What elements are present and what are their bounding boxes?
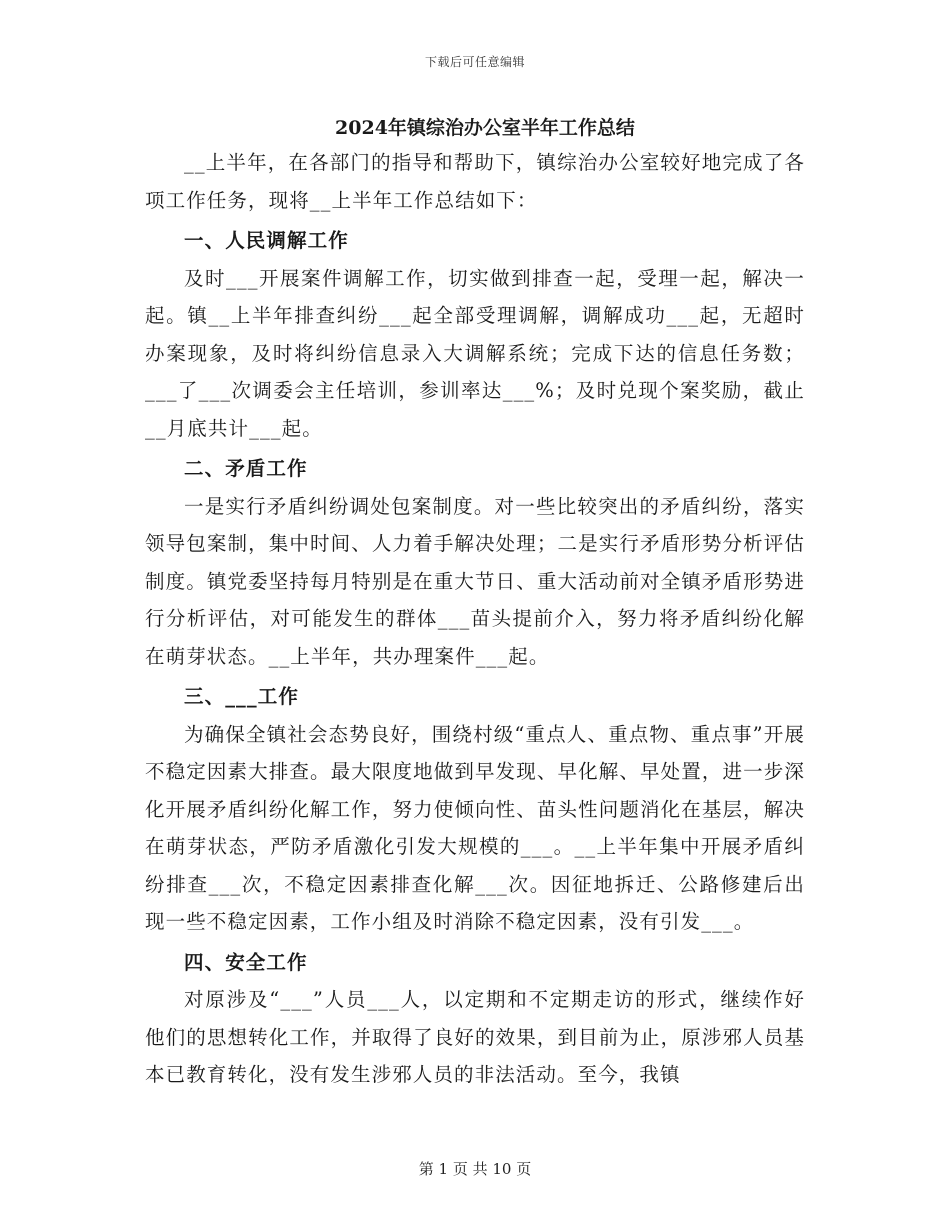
document-body [145, 112, 805, 1094]
section-paragraph: 一是实行矛盾纠纷调处包案制度。对一些比较突出的矛盾纠纷，落实领导包案制，集中时间、人力着手解决处理；二是实行矛盾形势分析评估制度。镇党委坚持每月特别是在重大节日、重大活动前对全镇矛盾形势进行分析评估，对可能发生的群体___苗头提前介入，努力将矛盾纠纷化解在萌芽状态。__上半年，共办理案件___起。 [145, 494, 805, 668]
header-note: 下载后可任意编辑 [424, 55, 525, 69]
section-paragraph: 及时___开展案件调解工作，切实做到排查一起，受理一起，解决一起。镇__上半年排查纠纷___起全部受理调解，调解成功___起，无超时办案现象，及时将纠纷信息录入大调解系统；完成下达的信息任务数；___了___次调委会主任培训，参训率达___%；及时兑现个案奖励，截止__月底共计___起。 [145, 266, 805, 440]
page-number: 第 1 页 共 10 页 [418, 1160, 532, 1178]
document-title: 2024年镇综治办公室半年工作总结 [335, 117, 635, 139]
section-paragraph: 为确保全镇社会态势良好，围绕村级“重点人、重点物、重点事”开展不稳定因素大排查。最大限度地做到早发现、早化解、早处置，进一步深化开展矛盾纠纷化解工作，努力使倾向性、苗头性问题消化在基层，解决在萌芽状态，严防矛盾激化引发大规模的___。__上半年集中开展矛盾纠纷排查___次，不稳定因素排查化解___次。因征地拆迁、公路修建后出现一些不稳定因素，工作小组及时消除不稳定因素，没有引发___。 [145, 722, 805, 933]
section-2 [145, 450, 805, 675]
section-heading: 二、矛盾工作 [184, 457, 308, 480]
section-1 [145, 222, 805, 447]
section-heading: 四、安全工作 [184, 950, 308, 974]
section-3 [145, 678, 805, 941]
section-heading: 一、人民调解工作 [184, 229, 349, 252]
section-heading: 三、___工作 [184, 685, 299, 708]
section-4 [145, 944, 805, 1094]
intro-paragraph: __上半年，在各部门的指导和帮助下，镇综治办公室较好地完成了各项工作任务，现将__上半年工作总结如下： [145, 151, 805, 212]
section-paragraph: 对原涉及“___”人员___人，以定期和不定期走访的形式，继续作好他们的思想转化工作，并取得了良好的效果，到目前为止，原涉邪人员基本已教育转化，没有发生涉邪人员的非法活动。至今，我镇 [145, 988, 805, 1086]
